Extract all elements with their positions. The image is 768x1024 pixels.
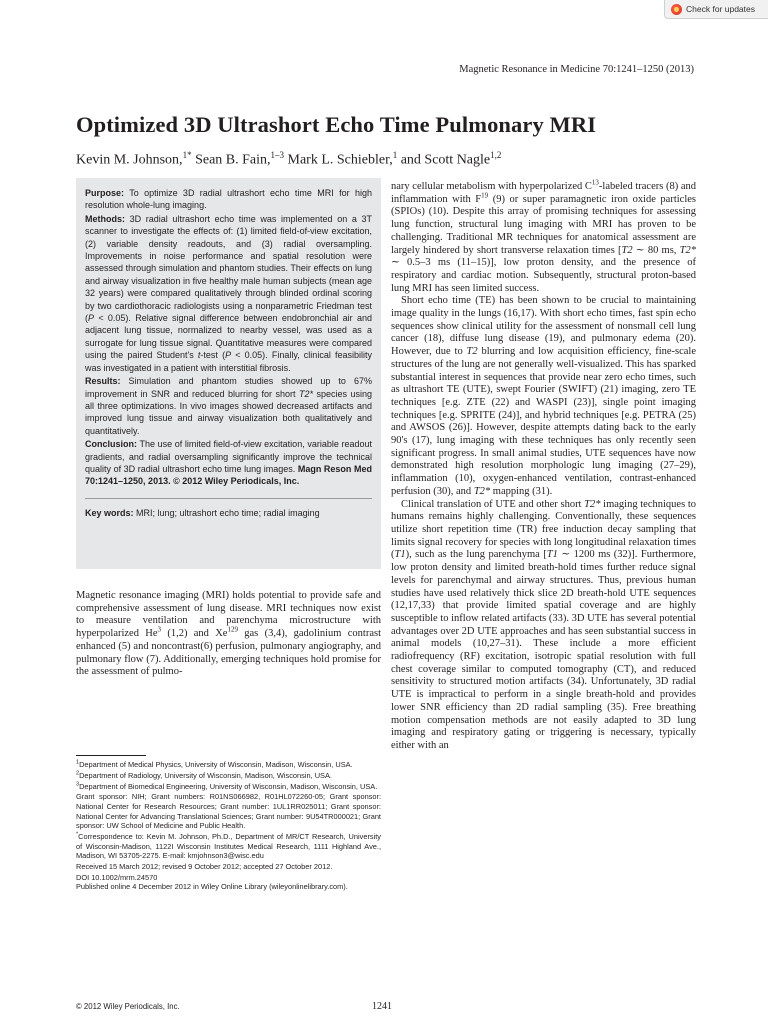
article-title: Optimized 3D Ultrashort Echo Time Pulmonary MRI	[76, 112, 597, 137]
italic-symbol: T2*	[679, 244, 696, 256]
body-text: blurring and low acquisition efficiency, fine-scale structures of the lung are not generally well-visualized. This has sparked substantial interest in sequences that provide near zero echo times, such as ultrashort TE (UTE), swept Fourier (SWIFT) (21) imaging, zero TE techniques [e.g. ZTE (22) and WASPI (23)], single point imaging techniques [e.g. SPRITE (24)], and hybrid techniques [e.g. PETRA (25) and AWSOS (26)]. However, despite attempts dating back to the early 90's (17), lung imaging with these techniques has only recently seen significant progress. In small animal studies, UTE sequences have now demonstrated high resolution morphologic lung imaging (27–29), inflammation (10), oxygen-enhanced ventilation, contrast-enhanced perfusion (30), and	[391, 346, 696, 497]
abstract-purpose	[85, 187, 372, 212]
body-text: (1,2) and Xe	[161, 628, 228, 640]
affiliation-footnote	[76, 771, 381, 781]
footer-copyright: © 2012 Wiley Periodicals, Inc.	[76, 1002, 180, 1011]
conclusion-label: Conclusion:	[85, 439, 137, 450]
body-text: ∼ 0.5–3 ms (11–15)], low proton density, and the presence of respiratory and cardiac motion. Subsequently, structural proton-based lung MRI has seen limited success.	[391, 257, 696, 294]
superscript: 3	[157, 625, 162, 634]
check-for-updates-label: Check for updates	[686, 4, 755, 14]
body-paragraph	[76, 590, 381, 679]
affiliation-footnote	[76, 760, 381, 770]
footnote-mark: 2	[76, 770, 80, 777]
results-text: species using all three optimizations. In vivo images showed decreased artifacts and improved lung tissue and airway visualization both qualitatively and quantitatively.	[85, 388, 372, 436]
body-text: Clinical translation of UTE and other short	[401, 498, 585, 510]
results-text: Simulation and phantom studies showed up to 67% improvement in SNR and reduced blurring for short	[85, 376, 372, 399]
methods-text: < 0.05). Relative signal difference between endobronchial air and adjacent lung tissue, normalized to nearby vessel, was used as a surrogate for lung tissue signal. Quantitative measures were compared using the paired Student's	[85, 313, 372, 361]
methods-label: Methods:	[85, 213, 125, 224]
abstract-results	[85, 375, 372, 437]
journal-reference: Magnetic Resonance in Medicine 70:1241–1250 (2013)	[459, 64, 694, 75]
abstract-conclusion	[85, 438, 372, 488]
footnotes	[76, 760, 381, 893]
footnote-mark: 1	[76, 759, 80, 766]
body-text: (9) or super paramagnetic iron oxide particles (SPIOs) (10). Despite this array of promising techniques for assessing lung function, structural lung imaging with MRI has proven to be challenging. Traditional MR techniques for anatomical assessment are largely hindered by short transverse relaxation times [	[391, 193, 697, 256]
author-name: Mark L. Schiebler,	[284, 152, 393, 168]
published-footnote: Published online 4 December 2012 in Wiley Online Library (wileyonlinelibrary.com).	[76, 882, 348, 892]
body-text: gas (3,4), gadolinium contrast enhanced (5) and noncontrast(6) perfusion, pulmonary angiography, and pulmonary flow (7). Additionally, emerging techniques hold promise for the assessment of pulmo-	[76, 628, 381, 678]
body-text: ∼ 1200 ms (32)]. Furthermore, low proton density and limited breath-hold times further reduce signal levels for parenchymal and airway structures. Thus, previous human studies have used relatively thick slice 2D breath-hold UTE sequences (12,17,33) that provide limited spatial coverage and are highly susceptible to inflow related artifacts (33). 3D UTE has several potential advantages over 2D UTE approaches and has seen substantial success in animal models (10,27–31). These include a more efficient radiofrequency (RF) excitation, isotropic spatial resolution with full chest coverage similar to computed tomography (CT), and reduced sensitivity to structured motion artifacts (34). Unfortunately, 3D radial UTE is impractical to perform in a single breath-hold and provides lower SNR efficiency than 2D radial sampling (35). Free breathing motion compensation methods are not easily adapted to 3D lung imaging and respiratory gating or triggering is necessary, typically either with an	[391, 549, 696, 751]
footnote-text: Department of Radiology, University of Wisconsin, Madison, Wisconsin, USA.	[79, 770, 332, 780]
body-text: imaging techniques to humans remains highly challenging. Conventionally, these sequences utilize short repetition time (TR) free induction decay sampling that limits signal recovery for species with long longitudinal relaxation times (	[391, 498, 696, 561]
affiliation-footnote	[76, 782, 381, 792]
italic-symbol: T2*	[584, 498, 601, 510]
page-number: 1241	[372, 1001, 392, 1012]
italic-symbol: T1	[394, 549, 406, 561]
footnote-text: Correspondence to: Kevin M. Johnson, Ph.D., Department of MR/CT Research, University of Wisconsin-Madison, 1122I Wisconsin Institutes Medical Research, 1111 Highland Ave., Madison, WI 53705-2275. E-mail: kmjohnson3@wisc.edu	[76, 831, 381, 861]
abstract-box	[76, 178, 381, 569]
author-list	[76, 150, 696, 169]
intro-left-column	[76, 590, 381, 679]
keywords-divider	[85, 498, 372, 499]
purpose-text: To optimize 3D radial ultrashort echo time MRI for high resolution whole-lung imaging.	[85, 188, 372, 211]
author-affiliation: 1,2	[490, 150, 502, 160]
footnote-mark: *	[76, 831, 79, 838]
conclusion-text: The use of limited field-of-view excitation, variable readout gradients, and radial oversampling significantly improve the technical quality of 3D radial ultrashort echo time lung images.	[85, 439, 372, 474]
crossmark-icon	[671, 4, 682, 15]
body-text: Short echo time (TE) has been shown to be crucial to maintaining image quality in the lungs (16,17). With short echo times, fast spin echo sequences show clinical utility for the assessment of nonsmall cell lung cancer (18), diffuse lung disease (19), and pulmonary edema (20). However, due to	[391, 295, 696, 358]
superscript: 19	[481, 191, 489, 200]
body-text: mapping (31).	[490, 485, 553, 497]
check-for-updates-button[interactable]	[664, 0, 768, 19]
methods-italic: t	[197, 350, 201, 361]
footnote-text: Department of Biomedical Engineering, University of Wisconsin, Madison, Wisconsin, USA.	[79, 781, 378, 791]
author-name: Kevin M. Johnson,	[76, 152, 183, 168]
received-footnote: Received 15 March 2012; revised 9 October 2012; accepted 27 October 2012.	[76, 861, 333, 871]
abstract-citation: Magn Reson Med 70:1241–1250, 2013.	[85, 463, 372, 487]
methods-italic: P	[88, 313, 95, 324]
italic-symbol: T2	[466, 346, 478, 358]
author-name: Sean B. Fain,	[191, 152, 271, 168]
footnote-divider	[76, 755, 146, 756]
superscript: 129	[227, 625, 238, 634]
body-text: nary cellular metabolism with hyperpolarized C	[391, 181, 592, 192]
keywords-label: Key words:	[85, 507, 134, 518]
results-label: Results:	[85, 376, 121, 387]
body-text: ), such as the lung parenchyma [	[405, 549, 547, 561]
intro-right-column	[391, 178, 697, 753]
body-text: -labeled tracers (8) and inflammation with F	[391, 181, 696, 205]
abstract-keywords	[85, 507, 372, 519]
author-affiliation: 1*	[182, 150, 192, 160]
methods-italic: P	[225, 350, 232, 361]
results-italic: T2*	[298, 388, 313, 399]
methods-text: 3D radial ultrashort echo time was implemented on a 3T scanner to investigate the effects of: (1) limited field-of-view excitation, (2) variable density readouts, and (3) radial oversampling. Improvements in noise performance and spatial resolution were assessed through simulation and phantom studies. Their effects on lung and airway visualization in five healthy male human subjects (mean age 32 years) were compared qualitatively through blinded ordinal scoring by two cardiothoracic radiologists using a nonparametric Friedman test (	[85, 213, 372, 324]
purpose-label: Purpose:	[85, 188, 125, 198]
doi-footnote: DOI 10.1002/mrm.24570	[76, 872, 158, 882]
italic-symbol: T2*	[473, 485, 491, 497]
author-affiliation: 1–3	[270, 150, 285, 160]
body-text: Magnetic resonance imaging (MRI) holds potential to provide safe and comprehensive assessment of lung disease. MRI techniques now exist to measure ventilation and parenchyma microstructure with hyperpolarized He	[76, 590, 381, 640]
keywords-text: MRI; lung; ultrashort echo time; radial imaging	[133, 507, 320, 518]
body-text: ∼ 80 ms,	[632, 244, 680, 256]
footnote-text: Department of Medical Physics, University of Wisconsin, Madison, Wisconsin, USA.	[79, 760, 353, 769]
footnote-mark: 3	[76, 781, 80, 788]
author-name: and Scott Nagle	[397, 152, 491, 168]
methods-text: -test (	[200, 350, 226, 361]
abstract-copyright: © 2012 Wiley Periodicals, Inc.	[170, 476, 300, 487]
superscript: 13	[591, 178, 599, 187]
grant-footnote: Grant sponsor: NIH; Grant numbers: R01NS066982, R01HL072260-05; Grant sponsor: National Center for Research Resources; Grant number: 1UL1RR025011; Grant sponsor: National Center for Advancing Translational Sciences; Grant number: 9U54TR000021; Grant sponsor: UW School of Medicine and Public Health.	[76, 792, 381, 831]
methods-text: < 0.05). Finally, clinical feasibility was investigated in a patient with interstitial fibrosis.	[85, 350, 372, 373]
body-paragraph	[391, 295, 696, 498]
body-paragraph	[391, 499, 696, 753]
author-affiliation: 1	[392, 150, 398, 160]
body-paragraph	[391, 178, 697, 295]
italic-symbol: T2	[621, 244, 633, 256]
italic-symbol: T1	[546, 549, 558, 561]
correspondence-footnote	[76, 832, 381, 861]
abstract-methods	[85, 213, 372, 374]
